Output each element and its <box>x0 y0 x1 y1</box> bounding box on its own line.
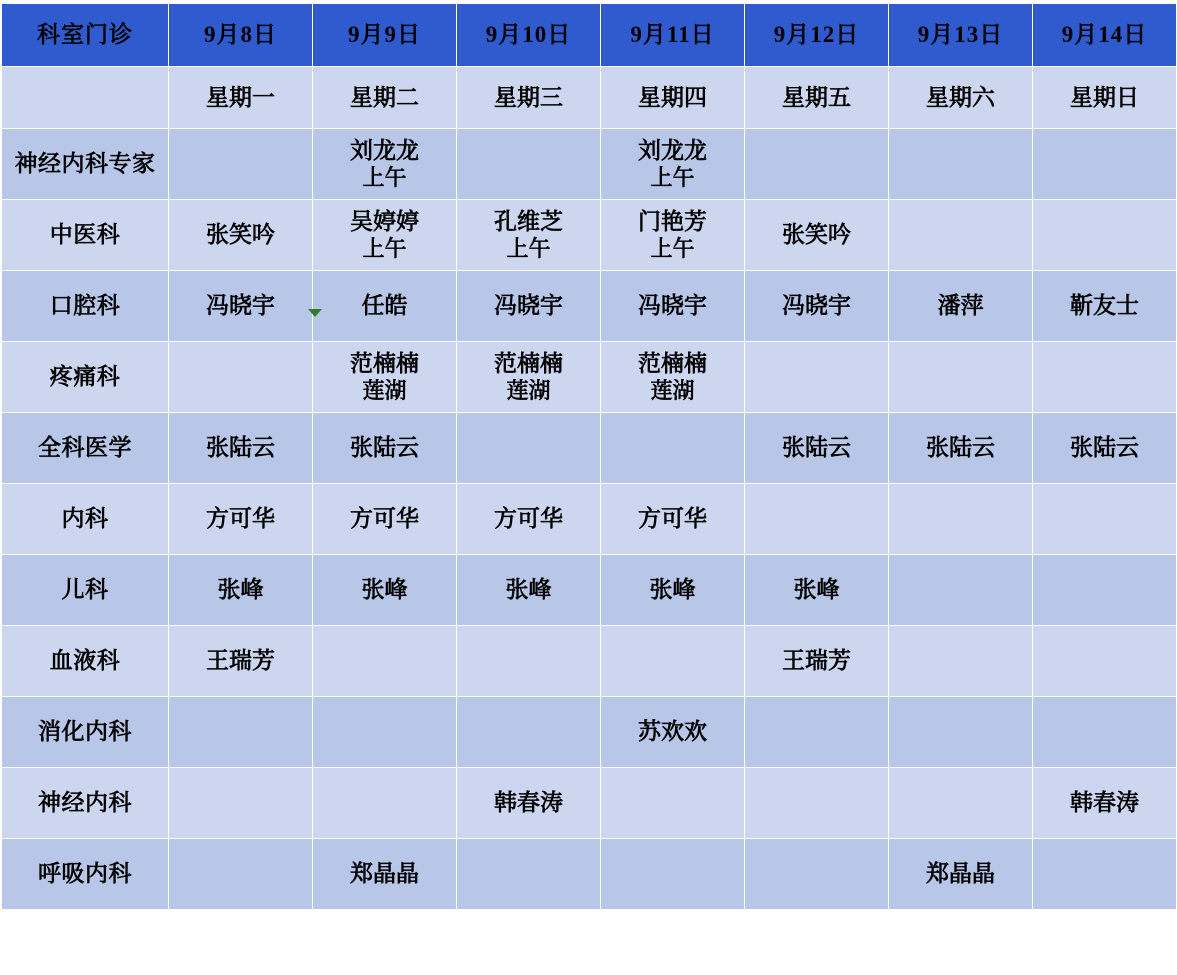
doctor-name: 张峰 <box>217 576 264 602</box>
doctor-name: 孔维芝 <box>494 208 563 234</box>
green-marker-icon <box>308 309 322 317</box>
schedule-cell <box>889 839 1033 910</box>
doctor-name: 张笑吟 <box>206 221 275 247</box>
outpatient-schedule-table <box>1 3 1177 910</box>
schedule-cell <box>1033 200 1177 271</box>
doctor-name: 韩春涛 <box>494 789 563 815</box>
schedule-cell <box>1033 839 1177 910</box>
shift-note: 莲湖 <box>650 377 695 403</box>
doctor-name: 张峰 <box>505 576 552 602</box>
table-row <box>2 271 1177 342</box>
schedule-cell <box>889 129 1033 200</box>
doctor-name: 方可华 <box>494 505 563 531</box>
doctor-name: 方可华 <box>206 505 275 531</box>
schedule-cell <box>1033 555 1177 626</box>
schedule-cell <box>889 413 1033 484</box>
doctor-name: 刘龙龙 <box>638 137 707 163</box>
schedule-cell <box>889 626 1033 697</box>
dept-name: 全科医学 <box>2 413 169 484</box>
schedule-cell <box>313 555 457 626</box>
doctor-name: 张峰 <box>649 576 696 602</box>
weekday-cell-1: 星期一 <box>169 67 313 129</box>
schedule-cell <box>1033 271 1177 342</box>
doctor-name: 潘萍 <box>937 292 984 318</box>
schedule-cell <box>313 626 457 697</box>
schedule-cell <box>745 768 889 839</box>
table-row <box>2 129 1177 200</box>
schedule-cell <box>1033 484 1177 555</box>
schedule-cell <box>601 413 745 484</box>
schedule-cell <box>313 342 457 413</box>
weekday-cell-7: 星期日 <box>1033 67 1177 129</box>
table-row <box>2 484 1177 555</box>
weekday-row <box>2 67 1177 129</box>
weekday-cell-0 <box>2 67 169 129</box>
doctor-name: 冯晓宇 <box>494 292 563 318</box>
doctor-name: 范楠楠 <box>494 350 563 376</box>
doctor-name: 郑晶晶 <box>350 860 419 886</box>
dept-name: 神经内科专家 <box>2 129 169 200</box>
doctor-name: 张峰 <box>361 576 408 602</box>
schedule-cell <box>169 271 313 342</box>
schedule-cell <box>313 200 457 271</box>
schedule-cell <box>745 413 889 484</box>
doctor-name: 范楠楠 <box>350 350 419 376</box>
schedule-cell <box>457 839 601 910</box>
table-row <box>2 697 1177 768</box>
dept-name: 口腔科 <box>2 271 169 342</box>
shift-note: 莲湖 <box>362 377 407 403</box>
schedule-cell <box>601 697 745 768</box>
schedule-cell <box>313 697 457 768</box>
schedule-cell <box>169 768 313 839</box>
schedule-cell <box>745 626 889 697</box>
doctor-name: 张峰 <box>793 576 840 602</box>
schedule-cell <box>313 484 457 555</box>
header-cell-date-2: 9月9日 <box>313 4 457 67</box>
schedule-cell <box>457 555 601 626</box>
schedule-cell <box>313 839 457 910</box>
header-cell-dept: 科室门诊 <box>2 4 169 67</box>
shift-note: 上午 <box>362 164 407 190</box>
schedule-cell <box>889 555 1033 626</box>
table-row <box>2 768 1177 839</box>
doctor-name: 张陆云 <box>926 434 995 460</box>
schedule-cell <box>169 484 313 555</box>
schedule-cell <box>1033 129 1177 200</box>
schedule-cell <box>1033 626 1177 697</box>
schedule-cell <box>745 200 889 271</box>
doctor-name: 王瑞芳 <box>206 647 275 673</box>
schedule-cell <box>889 697 1033 768</box>
doctor-name: 冯晓宇 <box>206 292 275 318</box>
schedule-cell <box>313 413 457 484</box>
header-cell-date-1: 9月8日 <box>169 4 313 67</box>
schedule-cell <box>169 342 313 413</box>
doctor-name: 任皓 <box>361 292 408 318</box>
schedule-cell <box>457 697 601 768</box>
schedule-cell <box>745 342 889 413</box>
schedule-cell <box>457 413 601 484</box>
schedule-cell <box>457 342 601 413</box>
schedule-cell <box>457 129 601 200</box>
schedule-cell <box>313 271 457 342</box>
schedule-cell <box>169 129 313 200</box>
doctor-name: 张陆云 <box>350 434 419 460</box>
schedule-cell <box>169 555 313 626</box>
doctor-name: 冯晓宇 <box>782 292 851 318</box>
schedule-cell <box>745 271 889 342</box>
schedule-cell <box>169 697 313 768</box>
doctor-name: 张陆云 <box>782 434 851 460</box>
dept-name: 消化内科 <box>2 697 169 768</box>
weekday-cell-5: 星期五 <box>745 67 889 129</box>
schedule-cell <box>313 129 457 200</box>
weekday-cell-3: 星期三 <box>457 67 601 129</box>
doctor-name: 吴婷婷 <box>350 208 419 234</box>
schedule-cell <box>1033 342 1177 413</box>
schedule-cell <box>745 697 889 768</box>
table-row <box>2 342 1177 413</box>
dept-name: 内科 <box>2 484 169 555</box>
schedule-cell <box>889 484 1033 555</box>
weekday-cell-4: 星期四 <box>601 67 745 129</box>
schedule-cell <box>169 626 313 697</box>
header-cell-date-7: 9月14日 <box>1033 4 1177 67</box>
schedule-cell <box>745 129 889 200</box>
schedule-cell <box>601 200 745 271</box>
table-row <box>2 413 1177 484</box>
doctor-name: 刘龙龙 <box>350 137 419 163</box>
table-row <box>2 555 1177 626</box>
weekday-cell-2: 星期二 <box>313 67 457 129</box>
header-row <box>2 4 1177 67</box>
schedule-cell <box>313 768 457 839</box>
schedule-cell <box>169 839 313 910</box>
dept-name: 神经内科 <box>2 768 169 839</box>
schedule-cell <box>601 271 745 342</box>
schedule-cell <box>601 626 745 697</box>
table-row <box>2 200 1177 271</box>
schedule-cell <box>169 413 313 484</box>
weekday-cell-6: 星期六 <box>889 67 1033 129</box>
schedule-cell <box>1033 413 1177 484</box>
table-body <box>2 67 1177 910</box>
header-cell-date-6: 9月13日 <box>889 4 1033 67</box>
doctor-name: 张笑吟 <box>782 221 851 247</box>
schedule-container <box>0 3 1177 910</box>
table-header <box>2 4 1177 67</box>
doctor-name: 方可华 <box>638 505 707 531</box>
schedule-cell <box>745 555 889 626</box>
table-row <box>2 626 1177 697</box>
shift-note: 上午 <box>362 235 407 261</box>
schedule-cell <box>745 839 889 910</box>
header-cell-date-5: 9月12日 <box>745 4 889 67</box>
schedule-cell <box>745 484 889 555</box>
schedule-cell <box>1033 768 1177 839</box>
schedule-cell <box>889 768 1033 839</box>
doctor-name: 张陆云 <box>206 434 275 460</box>
doctor-name: 张陆云 <box>1070 434 1139 460</box>
dept-name: 血液科 <box>2 626 169 697</box>
doctor-name: 门艳芳 <box>638 208 707 234</box>
dept-name: 疼痛科 <box>2 342 169 413</box>
dept-name: 中医科 <box>2 200 169 271</box>
schedule-cell <box>457 200 601 271</box>
schedule-cell <box>889 200 1033 271</box>
doctor-name: 范楠楠 <box>638 350 707 376</box>
schedule-cell <box>889 342 1033 413</box>
header-cell-date-3: 9月10日 <box>457 4 601 67</box>
doctor-name: 靳友士 <box>1070 292 1139 318</box>
header-cell-date-4: 9月11日 <box>601 4 745 67</box>
shift-note: 上午 <box>650 235 695 261</box>
doctor-name: 王瑞芳 <box>782 647 851 673</box>
schedule-cell <box>169 200 313 271</box>
shift-note: 上午 <box>506 235 551 261</box>
doctor-name: 韩春涛 <box>1070 789 1139 815</box>
schedule-cell <box>457 626 601 697</box>
shift-note: 上午 <box>650 164 695 190</box>
doctor-name: 冯晓宇 <box>638 292 707 318</box>
schedule-cell <box>601 839 745 910</box>
dept-name: 呼吸内科 <box>2 839 169 910</box>
schedule-cell <box>457 271 601 342</box>
doctor-name: 方可华 <box>350 505 419 531</box>
schedule-cell <box>889 271 1033 342</box>
schedule-cell <box>601 768 745 839</box>
shift-note: 莲湖 <box>506 377 551 403</box>
schedule-cell <box>601 555 745 626</box>
schedule-cell <box>1033 697 1177 768</box>
schedule-cell <box>457 768 601 839</box>
schedule-cell <box>601 129 745 200</box>
dept-name: 儿科 <box>2 555 169 626</box>
schedule-cell <box>457 484 601 555</box>
table-row <box>2 839 1177 910</box>
doctor-name: 苏欢欢 <box>638 718 707 744</box>
doctor-name: 郑晶晶 <box>926 860 995 886</box>
schedule-cell <box>601 342 745 413</box>
schedule-cell <box>601 484 745 555</box>
